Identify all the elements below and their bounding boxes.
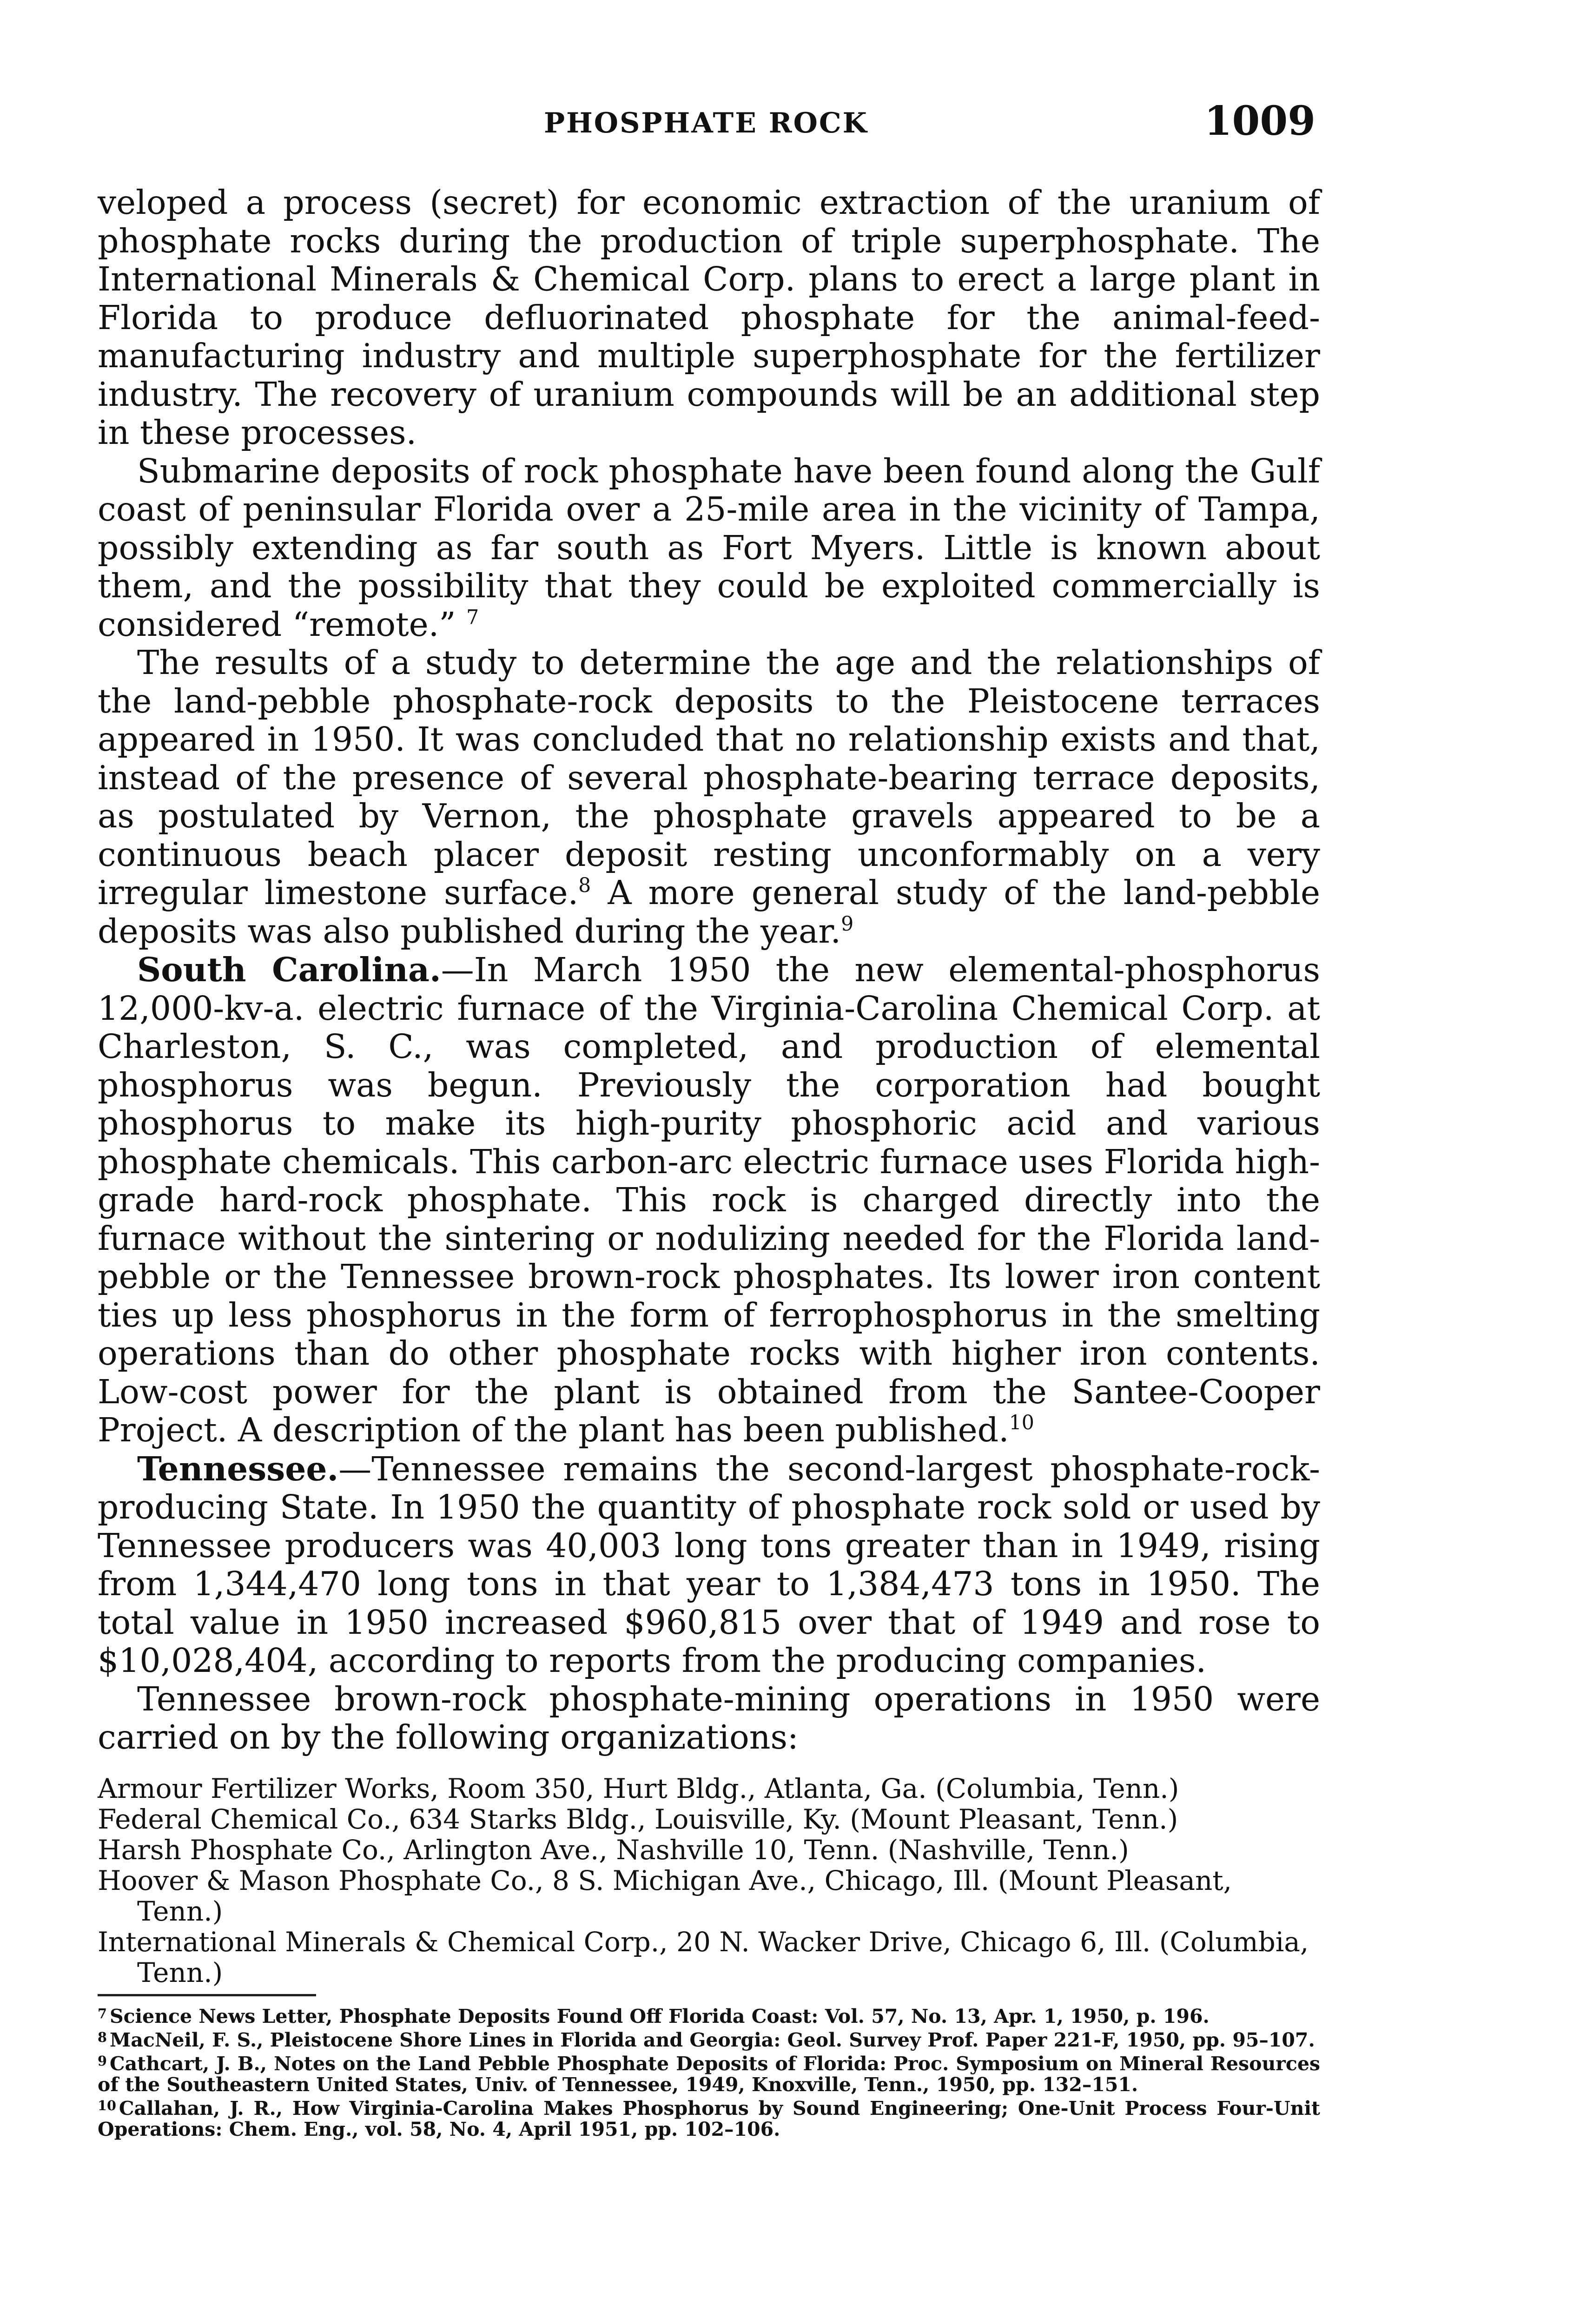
paragraph [98, 644, 1320, 951]
footnote-ref: 9 [841, 912, 854, 936]
page-number: 1009 [1204, 98, 1316, 145]
organization-item: Harsh Phosphate Co., Arlington Ave., Nashville 10, Tenn. (Nashville, Tenn.) [98, 1834, 1129, 1866]
paragraph [98, 184, 1320, 452]
footnote-mark: 7 [98, 2006, 107, 2021]
paragraph-text: veloped a process (secret) for economic extraction of the uranium of phosphate rocks during the production of triple superphosphate. The International Minerals & Chemical Corp. plans to erect a large plant in Florida to produce defluorinated phosphate for the animal-feed-manufacturing industry and multiple superphosphate for the fertilizer industry. The recovery of uranium compounds will be an additional step in these processes. [98, 183, 1320, 452]
paragraph-text: The results of a study to determine the age and the relationships of the land-pebble phosphate-rock deposits to the Pleistocene terraces appeared in 1950. It was concluded that no relationship exists and that, instead of the presence of several phosphate-bearing terrace deposits, as postulated by Vernon, the phosphate gravels appeared to be a continuous beach placer deposit resting unconformably on a very irregular limestone surface. [98, 643, 1320, 912]
footnote-ref: 10 [1009, 1411, 1034, 1435]
section-heading: Tennessee. [137, 1449, 339, 1488]
running-title: PHOSPHATE ROCK [544, 107, 868, 139]
footnote-text: Callahan, J. R., How Virginia-Carolina Makes Phosphorus by Sound Engineering; One-Unit Process Four-Unit Operations: Chem. Eng., vol. 58, No. 4, April 1951, pp. 102–106. [98, 2097, 1320, 2141]
paragraph-text: Tennessee brown-rock phosphate-mining operations in 1950 were carried on by the following organizations: [98, 1679, 1320, 1756]
body-text [98, 184, 1320, 1757]
paragraph [98, 1680, 1320, 1757]
footnote [98, 2095, 1320, 2140]
footnote-ref: 7 [466, 605, 479, 629]
organization-item: Hoover & Mason Phosphate Co., 8 S. Michigan Ave., Chicago, Ill. (Mount Pleasant, Tenn.) [98, 1865, 1232, 1927]
footnotes [98, 2003, 1320, 2140]
page-header [98, 93, 1320, 149]
paragraph-text: A more general study of the land-pebble deposits was also published during the year. [98, 873, 1320, 951]
footnote [98, 2003, 1320, 2027]
organization-item: Federal Chemical Co., 634 Starks Bldg., Louisville, Ky. (Mount Pleasant, Tenn.) [98, 1803, 1178, 1835]
footnote-mark: 10 [98, 2098, 116, 2114]
organization-item: Armour Fertilizer Works, Room 350, Hurt Bldg., Atlanta, Ga. (Columbia, Tenn.) [98, 1773, 1179, 1804]
paragraph [98, 1450, 1320, 1680]
footnote-mark: 9 [98, 2053, 107, 2069]
footnote-divider [98, 1994, 316, 1996]
footnote [98, 2051, 1320, 2095]
organization-list [98, 1773, 1320, 1988]
footnote-text: Cathcart, J. B., Notes on the Land Pebble Phosphate Deposits of Florida: Proc. Symposium on Mineral Resources of the Southeastern United States, Univ. of Tennessee, 1949, Knoxville, Tenn., 1950, pp. 132–151. [98, 2053, 1320, 2096]
paragraph [98, 452, 1320, 644]
footnote-text: Science News Letter, Phosphate Deposits Found Off Florida Coast: Vol. 57, No. 13, Apr. 1, 1950, p. 196. [109, 2005, 1210, 2028]
organization-item: International Minerals & Chemical Corp., 20 N. Wacker Drive, Chicago 6, Ill. (Columbia, Tenn.) [98, 1926, 1309, 1988]
paragraph-text: —Tennessee remains the second-largest phosphate-rock-producing State. In 1950 the quantity of phosphate rock sold or used by Tennessee producers was 40,003 long tons greater than in 1949, rising from 1,344,470 long tons in that year to 1,384,473 tons in 1950. The total value in 1950 increased $960,815 over that of 1949 and rose to $10,028,404, according to reports from the producing companies. [98, 1449, 1320, 1680]
paragraph-text: —In March 1950 the new elemental-phosphorus 12,000-kv-a. electric furnace of the Virginia-Carolina Chemical Corp. at Charleston, S. C., was completed, and production of elemental phosphorus was begun. Previously the corporation had bought phosphorus to make its high-purity phosphoric acid and various phosphate chemicals. This carbon-arc electric furnace uses Florida high-grade hard-rock phosphate. This rock is charged directly into the furnace without the sintering or nodulizing needed for the Florida land-pebble or the Tennessee brown-rock phosphates. Its lower iron content ties up less phosphorus in the form of ferrophosphorus in the smelting operations than do other phosphate rocks with higher iron contents. Low-cost power for the plant is obtained from the Santee-Cooper Project. A description of the plant has been published. [98, 951, 1320, 1449]
paragraph-text: Submarine deposits of rock phosphate have been found along the Gulf coast of peninsular Florida over a 25-mile area in the vicinity of Tampa, possibly extending as far south as Fort Myers. Little is known about them, and the possibility that they could be exploited commercially is considered “remote.” [98, 451, 1320, 644]
section-heading: South Carolina. [137, 950, 441, 989]
paragraph [98, 951, 1320, 1450]
footnote-ref: 8 [578, 874, 591, 898]
footnote-mark: 8 [98, 2029, 107, 2046]
footnote-text: MacNeil, F. S., Pleistocene Shore Lines in Florida and Georgia: Geol. Survey Prof. Paper 221-F, 1950, pp. 95–107. [109, 2029, 1315, 2052]
footnote [98, 2027, 1320, 2051]
